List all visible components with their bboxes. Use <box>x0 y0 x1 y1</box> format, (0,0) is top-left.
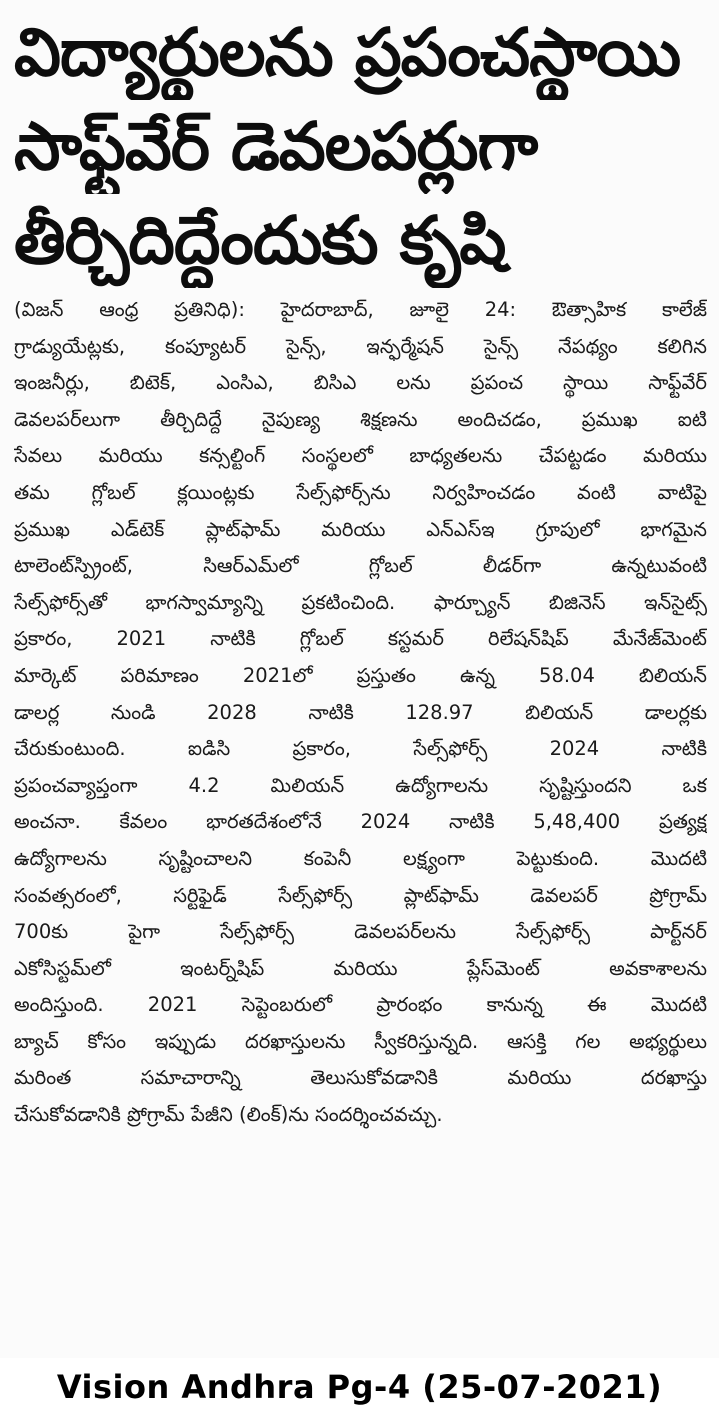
body-line: ప్రకారం, 2021 నాటికి గ్లోబల్ కస్టమర్ రిలేషన్‌షిప్ మేనేజ్‌మెంట్ <box>14 627 707 651</box>
headline-line-2: సాఫ్ట్‌వేర్ డెవలపర్లుగా <box>14 108 538 185</box>
body-line: తమ గ్లోబల్ క్లయింట్లకు సేల్స్‌ఫోర్స్‌ను నిర్వహించడం వంటి వాటిపై <box>14 480 707 504</box>
body-line: అంచనా. కేవలం భారతదేశంలోనే 2024 నాటికి 5,48,400 ప్రత్యక్ష <box>14 810 707 834</box>
body-line: ప్రపంచవ్యాప్తంగా 4.2 మిలియన్ ఉద్యోగాలను సృష్టిస్తుందని ఒక <box>14 773 707 797</box>
headline-line-3: తీర్చిదిద్దేందుకు కృషి <box>14 202 506 279</box>
body-line: మార్కెట్ పరిమాణం 2021లో ప్రస్తుతం ఉన్న 58.04 బిలియన్ <box>14 663 707 687</box>
body-line: గ్రాడ్యుయేట్లకు, కంప్యూటర్ సైన్స్, ఇన్ఫర్మేషన్ సైన్స్ నేపథ్యం కలిగిన <box>14 334 707 358</box>
body-line: (విజన్ ఆంధ్ర ప్రతినిధి): హైదరాబాద్, జూలై 24: ఔత్సాహిక కాలేజ్ <box>14 298 707 321</box>
source-caption: Vision Andhra Pg-4 (25-07-2021) <box>56 1368 663 1406</box>
body-line: ప్రముఖ ఎడ్‌టెక్ ప్లాట్‌ఫామ్ మరియు ఎన్ఎస్ఇ గ్రూపులో భాగమైన <box>14 517 707 541</box>
source-caption-bar <box>0 1358 719 1416</box>
body-line: ఇంజనీర్లు, బిటెక్, ఎంసిఎ, బిసిఎ లను ప్రపంచ స్థాయి సాఫ్ట్‌వేర్ <box>14 371 707 395</box>
article-body <box>14 292 707 1134</box>
body-line: చేరుకుంటుంది. ఐడిసి ప్రకారం, సేల్స్‌ఫోర్స్ 2024 నాటికి <box>14 737 707 761</box>
body-line: మరింత సమాచారాన్ని తెలుసుకోవడానికి మరియు దరఖాస్తు <box>14 1066 707 1090</box>
body-line: ఎకోసిస్టమ్‌లో ఇంటర్న్‌షిప్ మరియు ప్లేస్‌మెంట్ అవకాశాలను <box>14 956 707 980</box>
body-line: సంవత్సరంలో, సర్టిఫైడ్ సేల్స్‌ఫోర్స్ ప్లాట్‌ఫామ్ డెవలపర్ ప్రోగ్రామ్ <box>14 883 707 907</box>
body-line: అందిస్తుంది. 2021 సెప్టెంబరులో ప్రారంభం కానున్న ఈ మొదటి <box>14 993 707 1017</box>
body-line: డెవలపర్‌లుగా తీర్చిదిద్దే నైపుణ్య శిక్షణను అందిచడం, ప్రముఖ ఐటి <box>14 407 707 431</box>
body-line: డాలర్ల నుండి 2028 నాటికి 128.97 బిలియన్ డాలర్లకు <box>14 700 707 724</box>
body-line: సేవలు మరియు కన్సల్టింగ్ సంస్థలలో బాధ్యతలను చేపట్టడం మరియు <box>14 444 707 468</box>
body-line: 700కు పైగా సేల్స్‌ఫోర్స్ డెవలపర్‌లను సేల్స్‌ఫోర్స్ పార్ట్‌నర్ <box>14 920 707 944</box>
body-line: టాలెంట్‌స్ప్రింట్, సిఆర్ఎమ్‌లో గ్లోబల్ లీడర్‌గా ఉన్నటువంటి <box>14 554 707 578</box>
body-line: సేల్స్‌ఫోర్స్‌తో భాగస్వామ్యాన్ని ప్రకటించింది. ఫార్చ్యూన్ బిజినెస్ ఇన్‌సైట్స్ <box>14 590 707 614</box>
body-line: ఉద్యోగాలను సృష్టించాలని కంపెనీ లక్ష్యంగా పెట్టుకుంది. మొదటి <box>14 846 707 870</box>
headline-line-1: విద్యార్థులను ప్రపంచస్థాయి <box>14 14 681 91</box>
body-line: బ్యాచ్ కోసం ఇప్పుడు దరఖాస్తులను స్వీకరిస్తున్నది. ఆసక్తి గల అభ్యర్థులు <box>14 1029 707 1053</box>
body-line: చేసుకోవడానికి ప్రోగ్రామ్ పేజీని (లింక్)ను సందర్శించవచ్చు. <box>14 1103 443 1127</box>
